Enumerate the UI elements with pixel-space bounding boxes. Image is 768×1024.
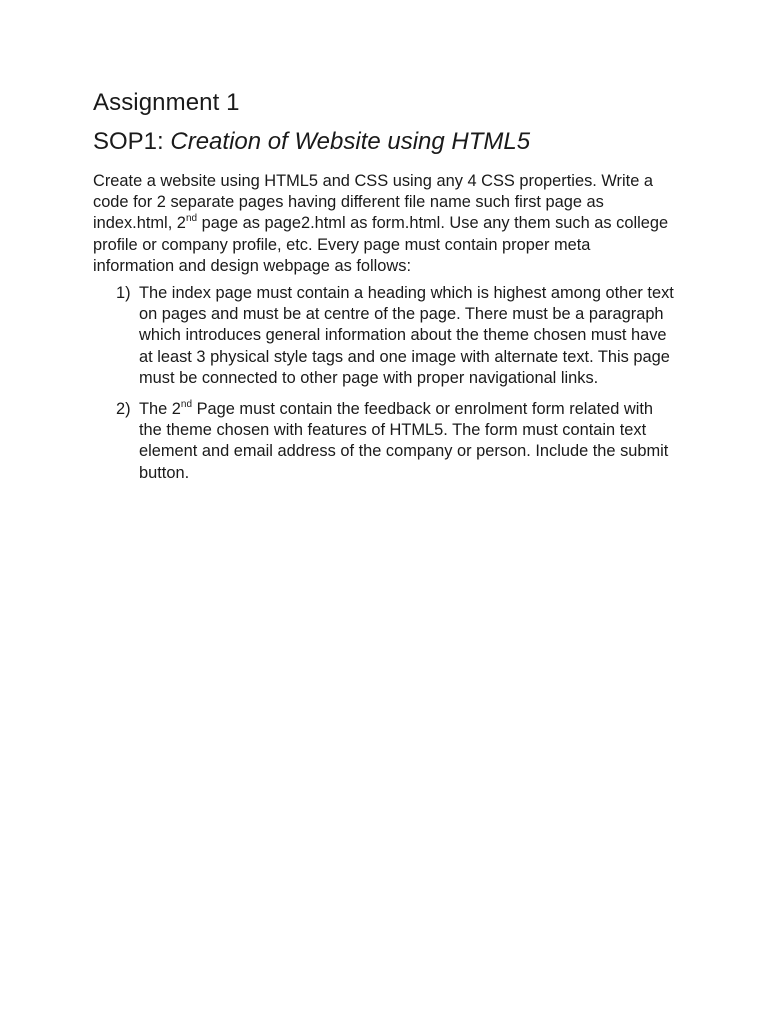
subtitle-text: Creation of Website using HTML5 xyxy=(170,128,531,155)
list-item xyxy=(93,399,678,484)
intro-text-part2: page as page2.html as form.html. Use any them such as college profile or company profile, etc. Every page must contain proper meta information and design webpage as follows: xyxy=(93,214,669,275)
list-item-number: 2) xyxy=(116,400,131,419)
list-item xyxy=(93,283,678,389)
intro-paragraph xyxy=(93,171,678,277)
list-item-text-part2: Page must contain the feedback or enrolment form related with the theme chosen with features of HTML5. The form must contain text element and email address of the company or person. Include the submit button. xyxy=(139,400,669,482)
intro-superscript: nd xyxy=(185,212,198,224)
list-item-text-part1: The 2 xyxy=(139,400,181,419)
requirements-list xyxy=(93,283,678,484)
subtitle-label: SOP1: xyxy=(93,128,164,155)
document-title: Assignment 1 xyxy=(93,89,240,116)
document-subtitle xyxy=(93,127,678,157)
intro-text-part1: Create a website using HTML5 and CSS using any 4 CSS properties. Write a code for 2 separate pages having different file name such first page as index.html, 2 xyxy=(93,172,653,233)
list-item-text: The index page must contain a heading which is highest among other text on pages and must be at centre of the page. There must be a paragraph which introduces general information about the theme chosen must have at least 3 physical style tags and one image with alternate text. This page must be connected to other page with proper navigational links. xyxy=(139,284,674,387)
list-item-number: 1) xyxy=(116,284,131,303)
list-item-superscript: nd xyxy=(180,398,193,410)
